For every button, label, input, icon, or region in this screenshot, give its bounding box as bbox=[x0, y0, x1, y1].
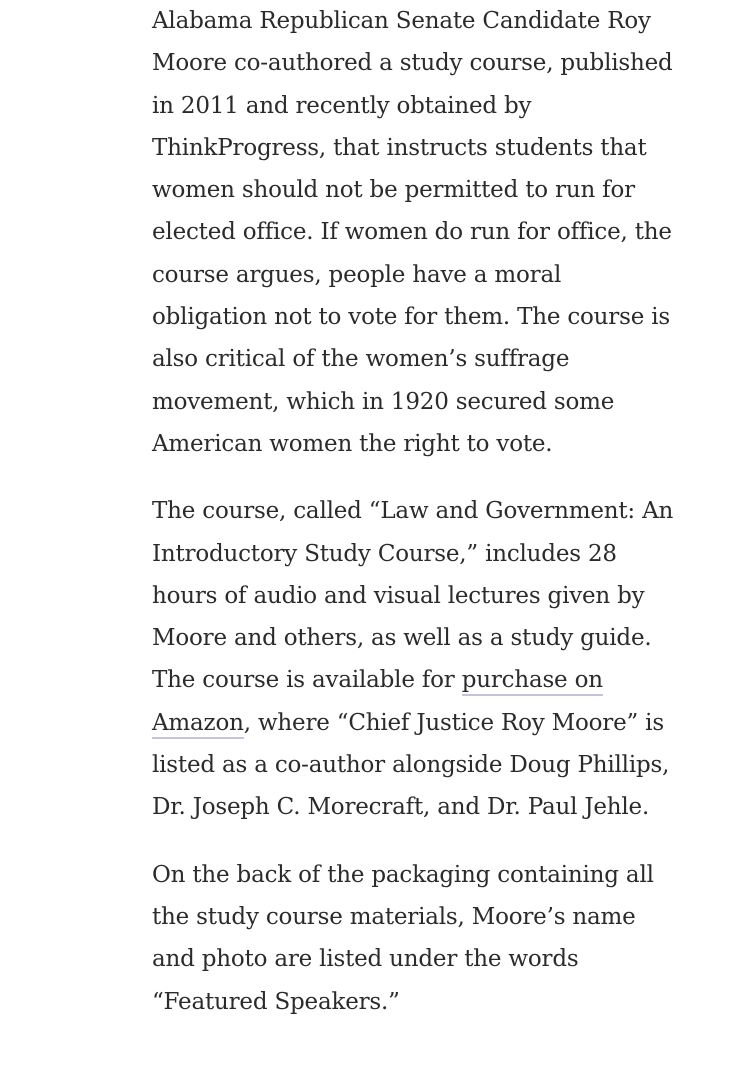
article-paragraph-3: On the back of the packaging containing all the study course materials, Moore’s name and photo are listed under the words “Featured Speakers.” bbox=[152, 861, 654, 1015]
article-paragraph-1: Alabama Republican Senate Candidate Roy Moore co-authored a study course, published in 2011 and recently obtained by ThinkProgress, that instructs students that women should not be permitted to run for elected office. If women do run for office, the course argues, people have a moral obligation not to vote for them. The course is also critical of the women’s suffrage movement, which in 1920 secured some American women the right to vote. bbox=[152, 8, 673, 457]
paragraph-2-text-end: , where “Chief Justice Roy Moore” is listed as a co-author alongside Doug Phillips, Dr. Joseph C. Morecraft, and Dr. Paul Jehle. bbox=[152, 709, 670, 821]
amazon-purchase-link[interactable]: purchase on Amazon bbox=[152, 667, 603, 738]
article-paragraph-2 bbox=[152, 490, 682, 828]
article-body bbox=[152, 0, 682, 1023]
paragraph-2-text-start: The course, called “Law and Government: An Introductory Study Course,” includes 28 hours of audio and visual lectures given by Moore and others, as well as a study guide. The course is available for bbox=[152, 498, 674, 694]
